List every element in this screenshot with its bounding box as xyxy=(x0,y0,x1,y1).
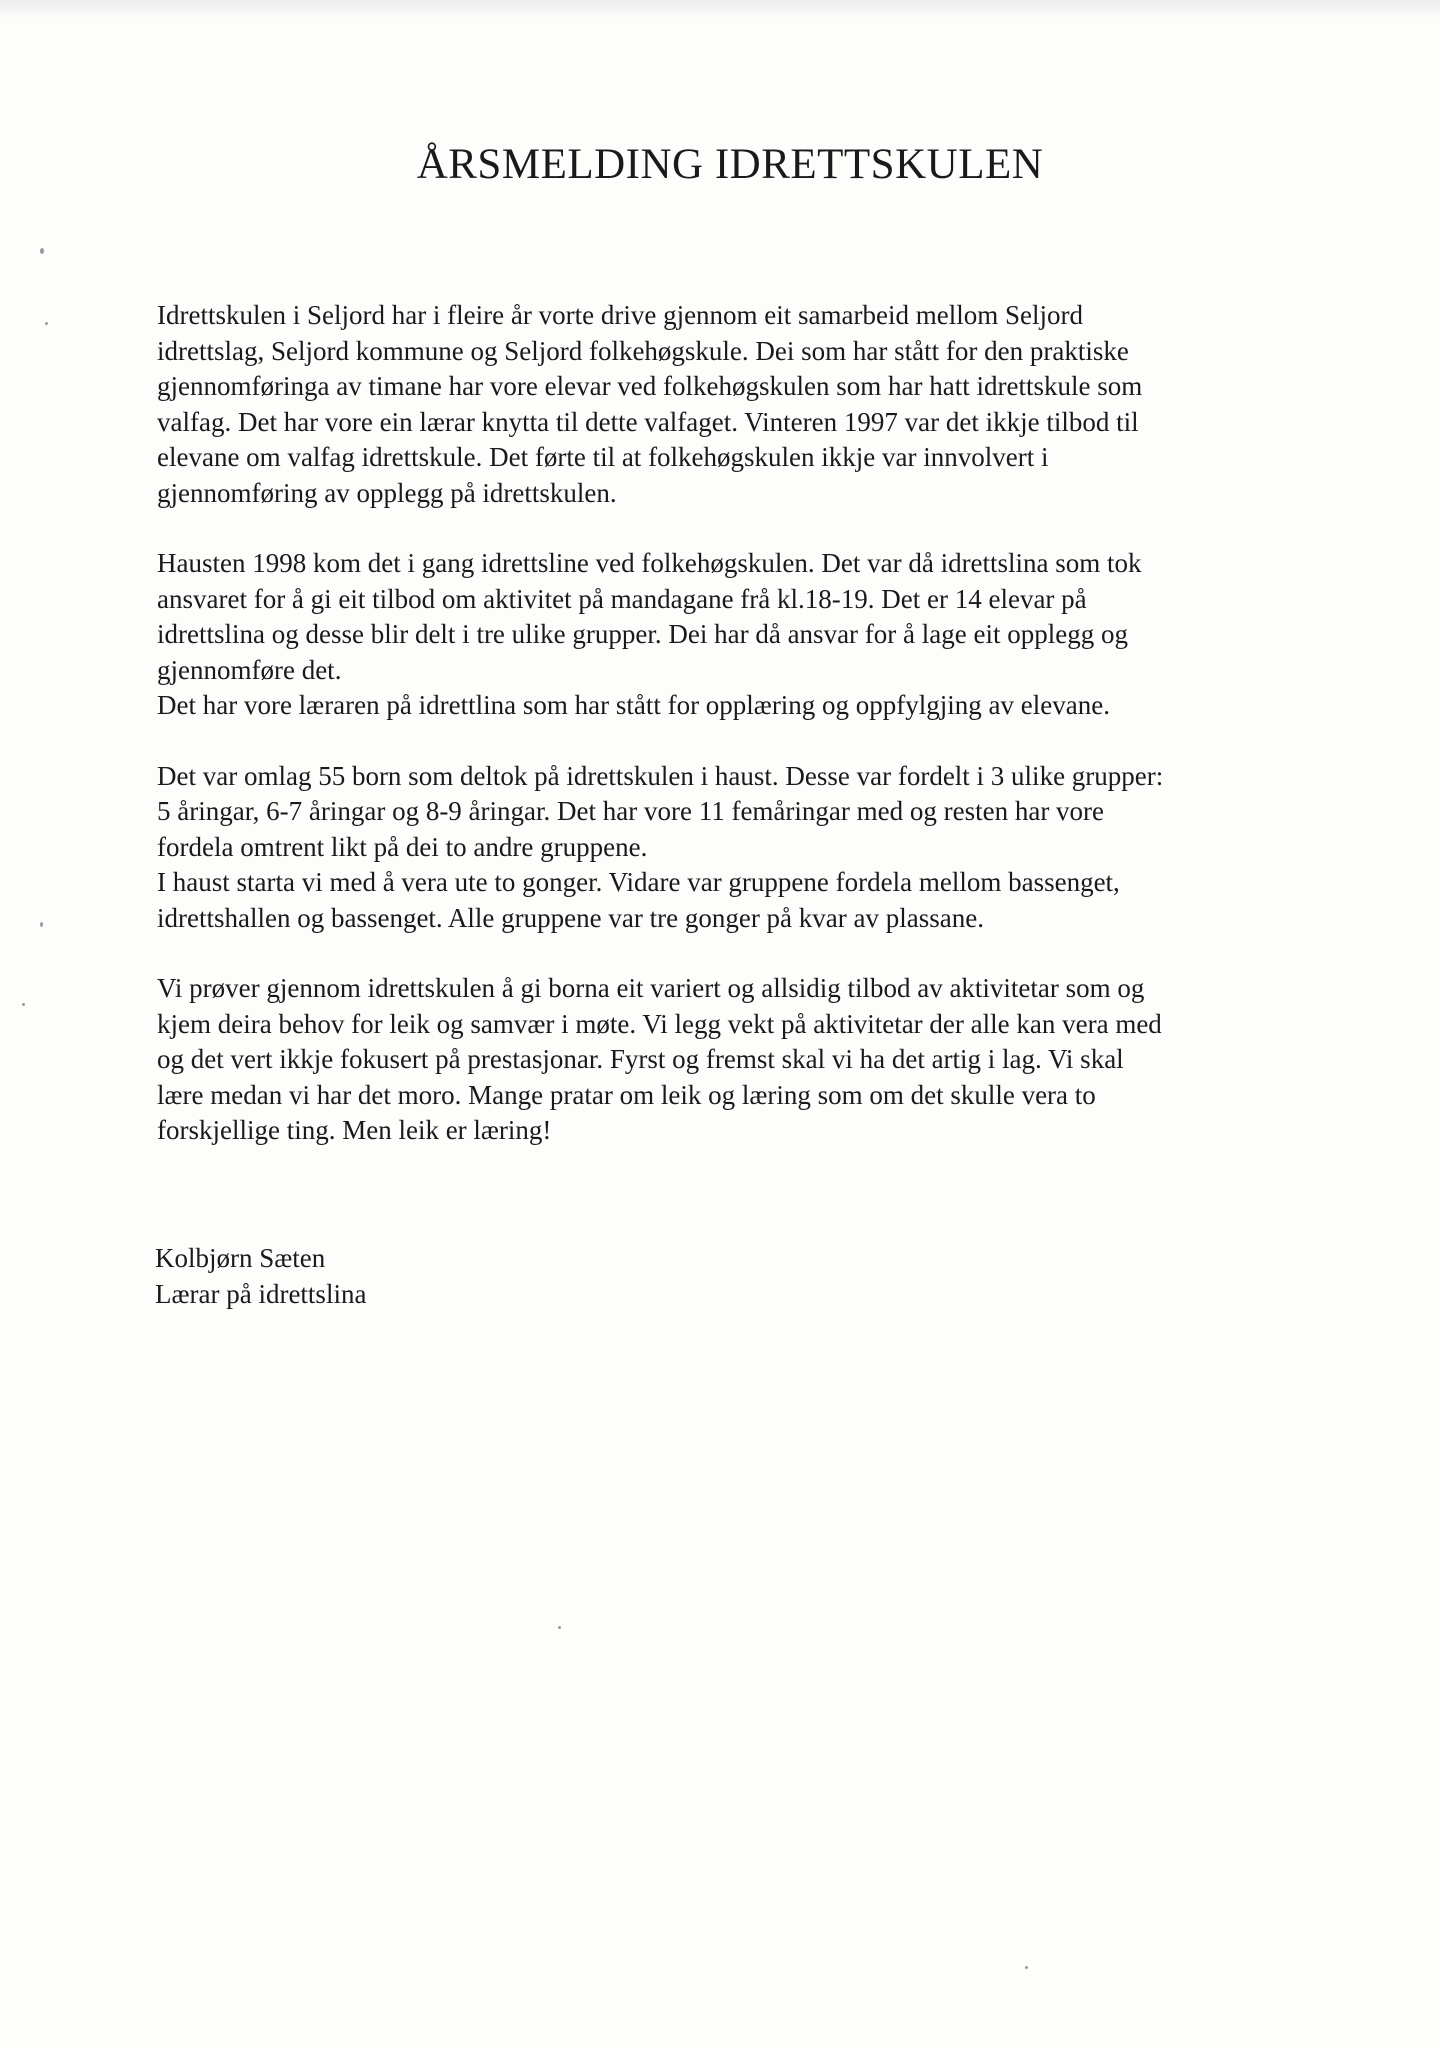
text-line: 5 åringar, 6-7 åringar og 8-9 åringar. Det har vore 11 femåringar med og resten har vore xyxy=(157,796,1105,826)
scan-speck xyxy=(22,1003,25,1006)
signature-name: Kolbjørn Sæten xyxy=(155,1243,326,1273)
text-line: Idrettskulen i Seljord har i fleire år vorte drive gjennom eit samarbeid mellom Seljord xyxy=(157,300,1083,330)
text-line: forskjellige ting. Men leik er læring! xyxy=(157,1115,552,1145)
paragraph-1 xyxy=(157,298,1297,511)
text-line: gjennomføringa av timane har vore elevar ved folkehøgskulen som har hatt idrettskule som xyxy=(157,371,1143,401)
scan-speck xyxy=(558,1626,561,1629)
scan-speck xyxy=(40,922,43,927)
paragraph-4 xyxy=(157,971,1297,1149)
scan-speck xyxy=(45,322,48,325)
paragraph-2 xyxy=(157,546,1297,724)
signature-role: Lærar på idrettslina xyxy=(155,1279,367,1309)
text-line: og det vert ikkje fokusert på prestasjonar. Fyrst og fremst skal vi ha det artig i lag. Vi skal xyxy=(157,1044,1124,1074)
text-line: valfag. Det har vore ein lærar knytta til dette valfaget. Vinteren 1997 var det ikkje tilbod til xyxy=(157,406,1139,437)
text-line: gjennomføre det. xyxy=(157,654,342,685)
text-line: idrettslag, Seljord kommune og Seljord folkehøgskule. Dei som har stått for den praktiske xyxy=(157,335,1129,366)
text-line: Vi prøver gjennom idrettskulen å gi borna eit variert og allsidig tilbod av aktivitetar som og xyxy=(157,973,1145,1003)
document-title: ÅRSMELDING IDRETTSKULEN xyxy=(416,141,1044,188)
text-line: elevane om valfag idrettskule. Det førte til at folkehøgskulen ikkje var innvolvert i xyxy=(157,442,1049,472)
document-body xyxy=(157,298,1297,1184)
scan-speck xyxy=(1025,1966,1028,1969)
scan-edge-shadow xyxy=(0,0,1440,18)
text-line: ansvaret for å gi eit tilbod om aktivitet på mandagane frå kl.18-19. Det er 14 elevar på xyxy=(157,583,1087,614)
text-line: idrettshallen og bassenget. Alle gruppene var tre gonger på kvar av plassane. xyxy=(157,902,984,933)
text-line: Det var omlag 55 born som deltok på idrettskulen i haust. Desse var fordelt i 3 ulike grupper: xyxy=(157,760,1164,791)
scan-speck xyxy=(40,248,44,254)
text-line: Hausten 1998 kom det i gang idrettsline ved folkehøgskulen. Det var då idrettslina som tok xyxy=(157,548,1142,578)
text-line: idrettslina og desse blir delt i tre ulike grupper. Dei har då ansvar for å lage eit opplegg og xyxy=(157,619,1128,649)
text-line: fordela omtrent likt på dei to andre gruppene. xyxy=(157,831,648,862)
text-line: Det har vore læraren på idrettlina som har stått for opplæring og oppfylgjing av elevane. xyxy=(157,690,1110,720)
text-line: lære medan vi har det moro. Mange pratar om leik og læring som om det skulle vera to xyxy=(157,1079,1096,1110)
text-line: I haust starta vi med å vera ute to gonger. Vidare var gruppene fordela mellom bassenget, xyxy=(157,867,1120,897)
text-line: kjem deira behov for leik og samvær i møte. Vi legg vekt på aktivitetar der alle kan vera med xyxy=(157,1008,1162,1039)
text-line: gjennomføring av opplegg på idrettskulen. xyxy=(157,477,617,508)
paragraph-3 xyxy=(157,759,1297,937)
signature-block xyxy=(155,1240,366,1312)
